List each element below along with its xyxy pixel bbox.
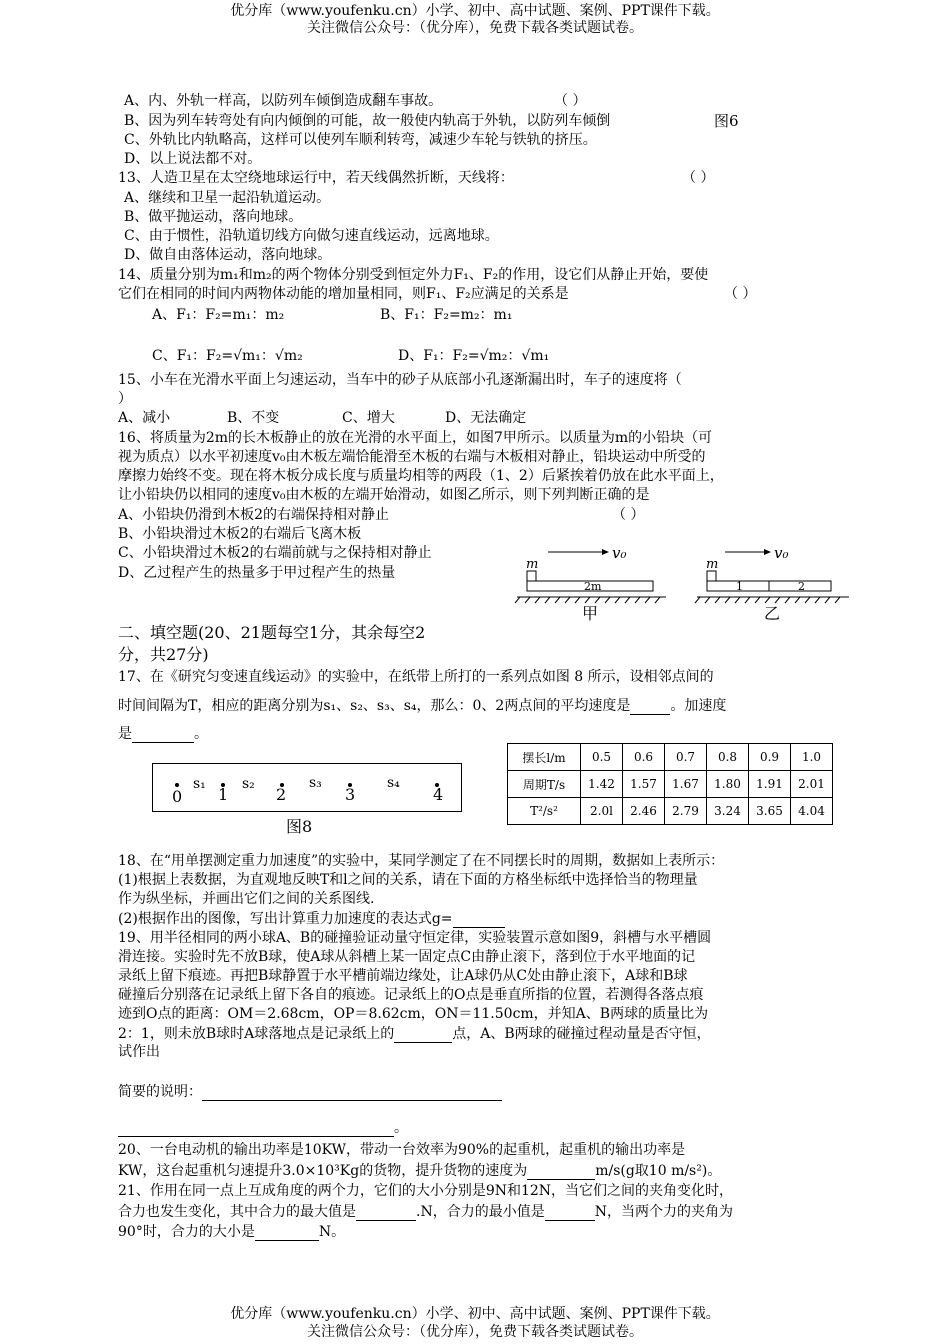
q21-line-3-text: 90°时，合力的大小是 bbox=[118, 1224, 255, 1240]
q18-stem: 18、在“用单摆测定重力加速度”的实验中，某同学测定了在不同摆长时的周期，数据如上表所示： bbox=[118, 853, 725, 869]
table-cell: 0.7 bbox=[665, 744, 707, 771]
q16-line-4: 让小铅块仍以相同的速度v₀由木板的左端开始滑动，如图乙所示，则下列判断正确的是 bbox=[118, 487, 650, 503]
q19-brief-label: 简要的说明： bbox=[118, 1084, 202, 1100]
table-row bbox=[508, 798, 833, 825]
point-label-0: 0 bbox=[172, 787, 183, 806]
q16-line-3: 摩擦力始终不变。现在将木板分成长度与质量均相等的两段（1、2）后紧挨着仍放在此水平面上， bbox=[118, 468, 724, 484]
v0-label-yi: v₀ bbox=[774, 544, 789, 562]
table-cell: 0.6 bbox=[623, 744, 665, 771]
ground-hatch-jia bbox=[515, 597, 660, 603]
q17-blank-acceleration[interactable] bbox=[132, 724, 194, 743]
table-cell: 1.42 bbox=[581, 771, 623, 798]
table-cell: 3.24 bbox=[707, 798, 749, 825]
v0-label-jia: v₀ bbox=[612, 544, 627, 562]
q21-line-2-text: 合力也发生变化，其中合力的最大值是 bbox=[118, 1204, 356, 1220]
pendulum-data-table bbox=[507, 743, 833, 825]
q18-blank-g-expression[interactable] bbox=[453, 909, 505, 928]
q17-line-3-tail: 。 bbox=[194, 726, 208, 742]
q18-part-1-line-2: 作为纵坐标，并画出它们之间的关系图线. bbox=[118, 891, 375, 907]
q13-option-a: A、继续和卫星一起沿轨道运动。 bbox=[124, 190, 331, 206]
figure-7 bbox=[510, 540, 855, 625]
q14-option-b: B、F₁：F₂=m₂：m₁ bbox=[380, 307, 513, 323]
table-cell: 1.80 bbox=[707, 771, 749, 798]
q19-line-6-text: 2：1，则未放B球时A球落地点是记录纸上的 bbox=[118, 1026, 395, 1042]
arrowhead-icon bbox=[602, 549, 609, 555]
figure-7-jia bbox=[515, 544, 666, 623]
q13-option-d: D、做自由落体运动，落向地球。 bbox=[124, 247, 332, 263]
q20-line-2-tail: m/s(g取10 m/s²)。 bbox=[595, 1163, 722, 1179]
q19-line-2: 滑连接。实验时先不放B球，使A球从斜槽上某一固定点C由静止滚下，落到位于水平地面的记 bbox=[118, 949, 696, 965]
q18-part-2 bbox=[118, 909, 505, 928]
section-2-title-line-2: 分，共27分) bbox=[118, 645, 209, 664]
q19-line-1: 19、用半径相同的两小球A、B的碰撞验证动量守恒定律，实验装置示意如图9，斜槽与水平槽圆 bbox=[118, 930, 712, 946]
q16-option-d: D、乙过程产生的热量多于甲过程产生的热量 bbox=[118, 565, 396, 581]
table-cell: 2.01 bbox=[791, 771, 833, 798]
point-label-3: 3 bbox=[345, 785, 356, 804]
block-m-label-yi: m bbox=[706, 557, 719, 572]
table-row bbox=[508, 771, 833, 798]
q14-option-a: A、F₁：F₂=m₁：m₂ bbox=[152, 307, 285, 323]
q19-line-6-tail: 点，A、B两球的碰撞过程动量是否守恒， bbox=[452, 1026, 711, 1042]
q19-blank-explanation-1[interactable] bbox=[202, 1082, 502, 1101]
q17-line-2 bbox=[118, 696, 726, 715]
q17-blank-avg-velocity[interactable] bbox=[630, 696, 670, 715]
footer-line-1: 优分库（www.youfenku.cn）小学、初中、高中试题、案例、PPT课件下载。 bbox=[230, 1306, 720, 1322]
q21-blank-90deg[interactable] bbox=[255, 1222, 319, 1241]
row-header: 摆长l/m bbox=[508, 744, 581, 771]
q20-line-2-text: KW，这台起重机匀速提升3.0×10³Kg的货物，提升货物的速度为 bbox=[118, 1163, 528, 1179]
q20-blank-speed[interactable] bbox=[527, 1161, 595, 1180]
q14-option-d: D、F₁：F₂=√m₂：√m₁ bbox=[398, 348, 550, 364]
table-cell: 4.04 bbox=[791, 798, 833, 825]
q13-stem: 13、人造卫星在太空绕地球运行中，若天线偶然折断，天线将： bbox=[118, 170, 514, 186]
table-row bbox=[508, 744, 833, 771]
section-2-title-line-1: 二、填空题(20、21题每空1分，其余每空2 bbox=[118, 623, 426, 642]
figure-7-jia-label: 甲 bbox=[582, 604, 599, 623]
point-label-1: 1 bbox=[218, 785, 229, 804]
q19-blank-landing-point[interactable] bbox=[394, 1024, 452, 1043]
board-piece-1-label: 1 bbox=[736, 580, 743, 593]
segment-s2: s₂ bbox=[242, 776, 255, 792]
q17-line-2-text: 时间间隔为T，相应的距离分别为s₁、s₂、s₃、s₄，那么：0、2两点间的平均速度是 bbox=[118, 698, 631, 714]
q19-end-mark: 。 bbox=[394, 1120, 408, 1136]
lead-block-yi bbox=[707, 571, 716, 581]
q20-line-2 bbox=[118, 1161, 721, 1180]
q17-line-3 bbox=[118, 724, 208, 743]
q19-line-7: 试作出 bbox=[118, 1044, 160, 1060]
q14-line-1: 14、质量分别为m₁和m₂的两个物体分别受到恒定外力F₁、F₂的作用，设它们从静止开始，要使 bbox=[118, 267, 709, 283]
q21-line-1: 21、作用在同一点上互成角度的两个力，它们的大小分别是9N和12N，当它们之间的夹角变化时， bbox=[118, 1183, 734, 1199]
q17-line-1: 17、在《研究匀变速直线运动》的实验中，在纸带上所打的一系列点如图 8 所示，设相邻点间的 bbox=[118, 669, 714, 685]
table-cell: 0.8 bbox=[707, 744, 749, 771]
arrowhead-icon bbox=[764, 549, 771, 555]
q15-option-a: A、减小 bbox=[118, 410, 171, 426]
q12-option-a: A、内、外轨一样高，以防列车倾倒造成翻车事故。 bbox=[124, 93, 443, 109]
q14-option-c: C、F₁：F₂=√m₁：√m₂ bbox=[152, 348, 303, 364]
q19-blank-explanation-2[interactable] bbox=[118, 1118, 394, 1137]
table-cell: 0.5 bbox=[581, 744, 623, 771]
q16-answer-paren: （ ） bbox=[612, 507, 645, 523]
table-cell: 2.79 bbox=[665, 798, 707, 825]
q18-part-1-line-1: (1)根据上表数据，为直观地反映T和l之间的关系，请在下面的方格坐标纸中选择恰当的物理量 bbox=[118, 872, 698, 888]
table-cell: 1.91 bbox=[749, 771, 791, 798]
q21-line-2 bbox=[118, 1202, 733, 1221]
q12-answer-paren: （ ） bbox=[554, 93, 587, 109]
lead-block-jia bbox=[527, 571, 536, 581]
q21-blank-min[interactable] bbox=[545, 1202, 595, 1221]
figure-7-yi-label: 乙 bbox=[764, 604, 781, 623]
q16-option-b: B、小铅块滑过木板2的右端后飞离木板 bbox=[118, 526, 362, 542]
q16-line-2: 视为质点）以水平初速度v₀由木板左端恰能滑至木板的右端与木板相对静止，铅块运动中所受的 bbox=[118, 449, 706, 465]
q16-option-c: C、小铅块滑过木板2的右端前就与之保持相对静止 bbox=[118, 545, 432, 561]
figure-8-paper-tape bbox=[152, 763, 462, 812]
q16-line-1: 16、将质量为2m的长木板静止的放在光滑的水平面上，如图7甲所示。以质量为m的小铅块（可 bbox=[118, 430, 713, 446]
q21-line-3-tail: N。 bbox=[318, 1224, 346, 1240]
figure-6-label: 图6 bbox=[714, 112, 739, 130]
q15-line-1: 15、小车在光滑水平面上匀速运动，当车中的砂子从底部小孔逐渐漏出时，车子的速度将（ bbox=[118, 372, 682, 388]
q21-line-2-tail: N，当两个力的夹角为 bbox=[594, 1204, 733, 1220]
q12-option-c: C、外轨比内轨略高，这样可以使列车顺利转弯，减速少车轮与铁轨的挤压。 bbox=[124, 132, 597, 148]
q18-part-2-text: (2)根据作出的图像，写出计算重力加速度的表达式g= bbox=[118, 911, 453, 927]
ground-hatch-yi bbox=[695, 597, 840, 603]
table-cell: 3.65 bbox=[749, 798, 791, 825]
row-header: T²/s² bbox=[508, 798, 581, 825]
table-cell: 1.67 bbox=[665, 771, 707, 798]
q21-line-2-mid: .N，合力的最小值是 bbox=[416, 1204, 545, 1220]
q19-line-3: 录纸上留下痕迹。再把B球静置于水平槽前端边缘处，让A球仍从C处由静止滚下，A球和B球 bbox=[118, 968, 688, 984]
header-line-1: 优分库（www.youfenku.cn）小学、初中、高中试题、案例、PPT课件下载。 bbox=[230, 3, 720, 19]
segment-s3: s₃ bbox=[309, 775, 322, 791]
q13-option-c: C、由于惯性，沿轨道切线方向做匀速直线运动，远离地球。 bbox=[124, 228, 499, 244]
q21-line-3 bbox=[118, 1222, 345, 1241]
table-cell: 0.9 bbox=[749, 744, 791, 771]
q15-option-d: D、无法确定 bbox=[445, 410, 527, 426]
q15-line-2: ） bbox=[118, 391, 132, 407]
board-piece-2-label: 2 bbox=[798, 580, 805, 593]
q19-line-4: 碰撞后分别落在记录纸上留下各自的痕迹。记录纸上的O点是垂直所指的位置，若测得各落点痕 bbox=[118, 987, 704, 1003]
q21-blank-max[interactable] bbox=[356, 1202, 416, 1221]
q12-option-d: D、以上说法都不对。 bbox=[124, 151, 262, 167]
q14-line-2: 它们在相同的时间内两物体动能的增加量相同，则F₁、F₂应满足的关系是 bbox=[118, 286, 569, 302]
segment-s4: s₄ bbox=[387, 775, 400, 791]
table-cell: 1.57 bbox=[623, 771, 665, 798]
q13-option-b: B、做平抛运动，落向地球。 bbox=[124, 209, 303, 225]
segment-s1: s₁ bbox=[193, 776, 206, 792]
q19-line-5: 迹到O点的距离：OM＝2.68cm，OP＝8.62cm，ON＝11.50cm，并知A、B两球的质量比为 bbox=[118, 1006, 709, 1022]
q14-answer-paren: （ ） bbox=[724, 286, 757, 302]
point-label-2: 2 bbox=[276, 785, 287, 804]
table-cell: 2.46 bbox=[623, 798, 665, 825]
figure-8-title: 图8 bbox=[286, 817, 313, 836]
footer-line-2: 关注微信公众号：（优分库），免费下载各类试题试卷。 bbox=[307, 1324, 643, 1340]
q12-option-b: B、因为列车转弯处有向内倾倒的可能，故一般使内轨高于外轨，以防列车倾倒 bbox=[124, 113, 611, 129]
header-line-2: 关注微信公众号：（优分库），免费下载各类试题试卷。 bbox=[307, 20, 643, 36]
board-mass-label: 2m bbox=[584, 580, 602, 593]
q15-option-b: B、不变 bbox=[227, 410, 280, 426]
q20-line-1: 20、一台电动机的输出功率是10KW，带动一台效率为90%的起重机，起重机的输出功率是 bbox=[118, 1142, 686, 1158]
q16-option-a: A、小铅块仍滑到木板2的右端保持相对静止 bbox=[118, 507, 390, 523]
figure-7-yi bbox=[695, 544, 849, 623]
q19-explanation-line-2 bbox=[118, 1118, 408, 1137]
q15-option-c: C、增大 bbox=[342, 410, 395, 426]
q17-line-2-tail: 。加速度 bbox=[670, 698, 727, 714]
q19-brief-explanation bbox=[118, 1082, 502, 1101]
table-cell: 1.0 bbox=[791, 744, 833, 771]
q17-line-3-text: 是 bbox=[118, 726, 132, 742]
q13-answer-paren: （ ） bbox=[682, 170, 715, 186]
block-m-label-jia: m bbox=[526, 557, 539, 572]
table-cell: 2.0l bbox=[581, 798, 623, 825]
row-header: 周期T/s bbox=[508, 771, 581, 798]
point-label-4: 4 bbox=[433, 785, 444, 804]
q19-line-6 bbox=[118, 1024, 711, 1043]
